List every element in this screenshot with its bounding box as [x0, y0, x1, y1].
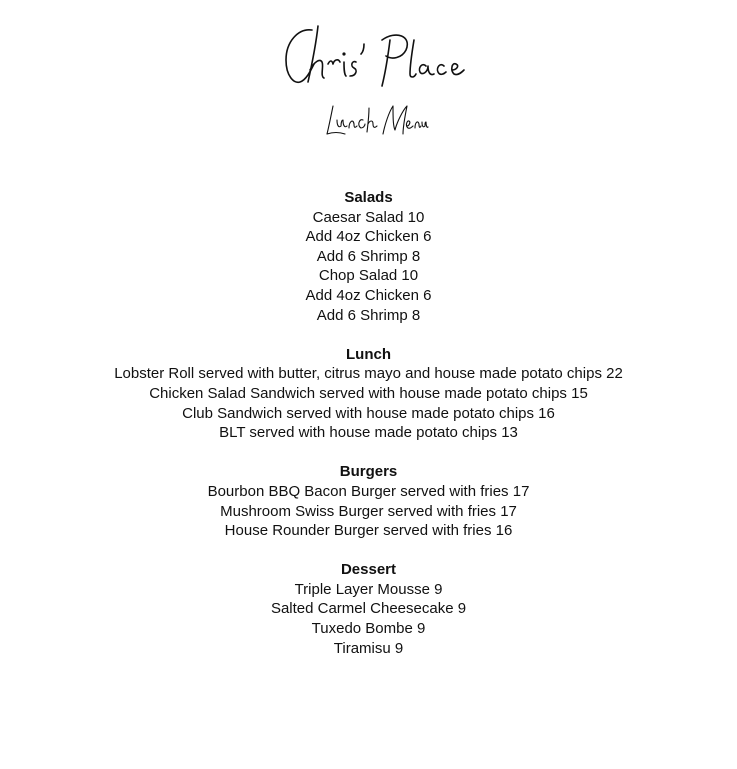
menu-item: Add 6 Shrimp 8 [316, 247, 421, 265]
menu-section-dessert [0, 560, 737, 658]
menu-subtitle-logo [323, 100, 429, 140]
restaurant-name-logo [278, 20, 472, 92]
section-title: Burgers [339, 463, 398, 481]
menu-item: BLT served with house made potato chips 13 [219, 424, 518, 442]
menu-item: Tiramisu 9 [333, 639, 404, 657]
section-title: Dessert [340, 561, 397, 579]
menu-body [0, 188, 737, 678]
menu-section-salads [0, 188, 737, 325]
menu-item: House Rounder Burger served with fries 16 [224, 522, 513, 540]
menu-item: Tuxedo Bombe 9 [311, 620, 426, 638]
menu-item: Mushroom Swiss Burger served with fries 17 [220, 502, 517, 520]
menu-item: Bourbon BBQ Bacon Burger served with fries 17 [207, 482, 530, 500]
menu-item: Add 4oz Chicken 6 [305, 228, 432, 246]
menu-item: Club Sandwich served with house made potato chips 16 [182, 404, 555, 422]
section-title: Salads [344, 189, 393, 206]
menu-item: Salted Carmel Cheesecake 9 [270, 600, 467, 618]
section-title: Lunch [346, 345, 391, 363]
menu-item: Chicken Salad Sandwich served with house made potato chips 15 [149, 384, 588, 402]
menu-section-burgers [0, 462, 737, 540]
menu-item: Lobster Roll served with butter, citrus mayo and house made potato chips 22 [114, 365, 623, 383]
menu-item: Add 4oz Chicken 6 [305, 286, 432, 304]
menu-item: Chop Salad 10 [318, 267, 419, 285]
menu-section-lunch [0, 345, 737, 443]
menu-item: Triple Layer Mousse 9 [294, 580, 443, 598]
menu-item: Caesar Salad 10 [312, 208, 425, 226]
menu-item: Add 6 Shrimp 8 [316, 306, 421, 324]
